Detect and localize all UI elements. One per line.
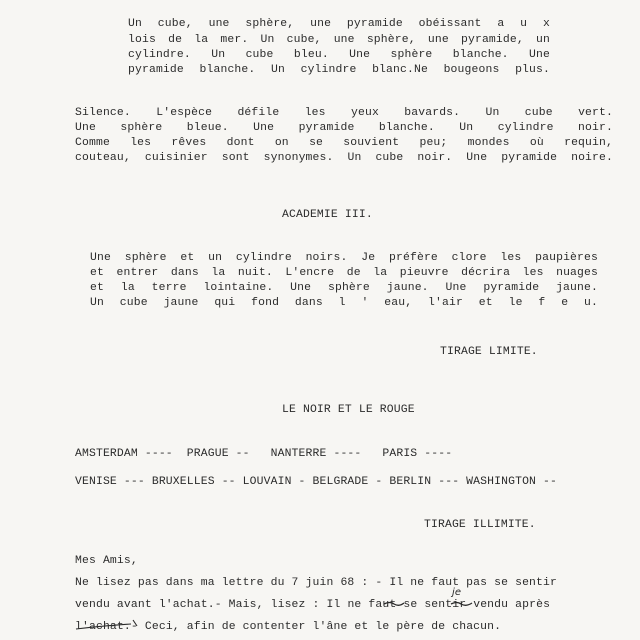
signature-tirage-limite: TIRAGE LIMITE.	[440, 346, 538, 358]
letter-line-2-part-a: vendu avant l'achat.- Mais, lisez : Il	[75, 599, 348, 611]
struck-word: ne	[347, 599, 362, 611]
letter-salutation: Mes Amis,	[75, 555, 138, 567]
cities-line-2: VENISE --- BRUXELLES -- LOUVAIN - BELGRADE - BERLIN --- WASHINGTON --	[75, 476, 557, 488]
stanza-1-line: Un cube, une sphère, une pyramide obéissant a u x	[128, 18, 550, 30]
cities-line-1: AMSTERDAM ---- PRAGUE -- NANTERRE ---- PARIS ----	[75, 448, 453, 460]
letter-line-2-part-c: sentir vendu après	[417, 599, 551, 611]
signature-tirage-illimite: TIRAGE ILLIMITE.	[424, 519, 536, 531]
letter-line-3-part-a: l'achat	[75, 621, 124, 633]
letter-line-2	[75, 598, 550, 613]
letter-line-2-part-b: faut	[361, 599, 404, 611]
letter-line-3-part-b: .- Ceci, afin de contenter l'âne et le père de chacun.	[123, 621, 502, 633]
letter-line-1: Ne lisez pas dans ma lettre du 7 juin 68 : - Il ne faut pas se sentir	[75, 577, 557, 589]
section-title-academie: ACADEMIE III.	[282, 209, 373, 221]
academie-line: Un cube jaune qui fond dans l ' eau, l'air et le f e u.	[90, 297, 598, 309]
stanza-2-line: Silence. L'espèce défile les yeux bavards. Un cube vert.	[75, 107, 613, 119]
academie-line: et la terre lointaine. Une sphère jaune. Une pyramide jaune.	[90, 282, 598, 294]
section-title-noir-rouge: LE NOIR ET LE ROUGE	[282, 404, 415, 416]
stanza-2-line: Une sphère bleue. Une pyramide blanche. Un cylindre noir.	[75, 122, 613, 134]
letter-line-3	[75, 620, 501, 635]
stanza-2-line: Comme les rêves dont on se souvient peu; mondes où requin,	[75, 137, 613, 149]
stanza-1-line: lois de la mer. Un cube, une sphère, une pyramide, un	[128, 34, 550, 46]
stanza-1-line: cylindre. Un cube bleu. Une sphère blanche. Une	[128, 49, 550, 61]
stanza-2-line: couteau, cuisinier sont synonymes. Un cube noir. Une pyramide noire.	[75, 152, 613, 164]
academie-line: et entrer dans la nuit. L'encre de la pieuvre décrira les nuages	[90, 267, 598, 279]
academie-line: Une sphère et un cylindre noirs. Je préfère clore les paupières	[90, 252, 598, 264]
handwritten-insert: je	[452, 587, 462, 598]
stanza-1-line: pyramide blanche. Un cylindre blanc.Ne bougeons plus.	[128, 64, 550, 76]
struck-word: se	[403, 599, 418, 611]
